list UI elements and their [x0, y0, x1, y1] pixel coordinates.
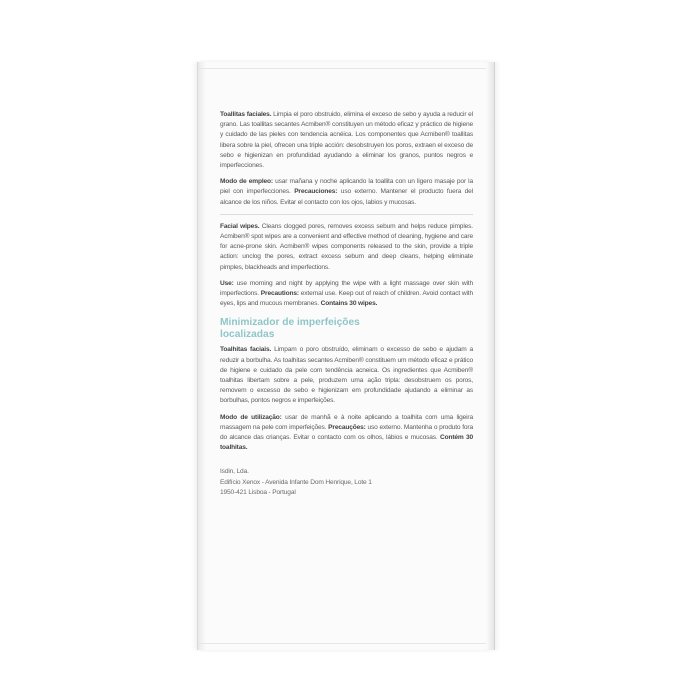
product-box-back [197, 62, 495, 650]
distributor-address: Isdin, Lda. Edifício Xenox - Avenida Infante Dom Henrique, Lote 1 1950-421 Lisboa - Portugal [220, 468, 372, 496]
pt-description: Toalhitas faciais. Limpam o poro obstruído, eliminam o excesso de sebo e ajudam a reduzir a borbulha. As toalhitas secantes Acmiben® constituem um método eficaz e prático de higiene e cuidado da pele com tendência acneica. Os ingredientes que Acmiben® toalhitas libertam sobre a pele, produzem uma ação tripla: desobstruem os poros, removem o excesso de sebo e higienizam em profundidade ajudando a eliminar as borbulhas, pontos negros e imperfeições. [220, 346, 473, 405]
en-description: Facial wipes. Cleans clogged pores, removes excess sebum and helps reduce pimples. Acmiben® spot wipes are a convenient and effective method of cleaning, hygiene and care for acne-prone skin. Acmiben® wipes components released to the skin, provide a triple action: unclog the pores, extract excess sebum and deep cleans, helping eliminate pimples, blackheads and imperfections. [220, 222, 473, 271]
divider-es-en [220, 214, 473, 215]
es-description: Toallitas faciales. Limpia el poro obstruido, elimina el exceso de sebo y ayuda a reducir el grano. Las toallitas secantes Acmiben® constituyen un método eficaz y práctico de higiene y cuidado de las pieles con tendencia acnéica. Los componentes que Acmiben® toallitas libera sobre la piel, ofrecen una triple acción: desobstruyen los poros, extraen el exceso de sebo e higienizan en profundidad ayudando a eliminar los granos, puntos negros e imperfecciones. [220, 111, 473, 170]
pt-usage: Modo de utilização: usar de manhã e à noite aplicando a toalhita com uma ligeira massagem na pele com imperfeições. Precauções: uso externo. Mantenha o produto fora do alcance das crianças. Evitar o contacto com os olhos, lábios e mucosas. Contém 30 toalhitas. [220, 413, 474, 452]
box-text-panel [220, 110, 473, 498]
es-usage: Modo de empleo: usar mañana y noche aplicando la toallita con un ligero masaje por la piel con imperfecciones. Precauciones: uso externo. Mantener el producto fuera del alcance de los niños. Evitar el contacto con los ojos, labios y mucosas. [220, 178, 473, 206]
box-top-flap [198, 62, 494, 69]
box-bottom-flap [198, 643, 494, 650]
pt-subtitle: Minimizador de imperfeições localizadas [220, 317, 360, 340]
en-usage: Use: use morning and night by applying the wipe with a light massage over skin with imperfections. Precautions: external use. Keep out of reach of children. Avoid contact with eyes, lips and mucous membranes. Contains 30 wipes. [220, 279, 473, 308]
